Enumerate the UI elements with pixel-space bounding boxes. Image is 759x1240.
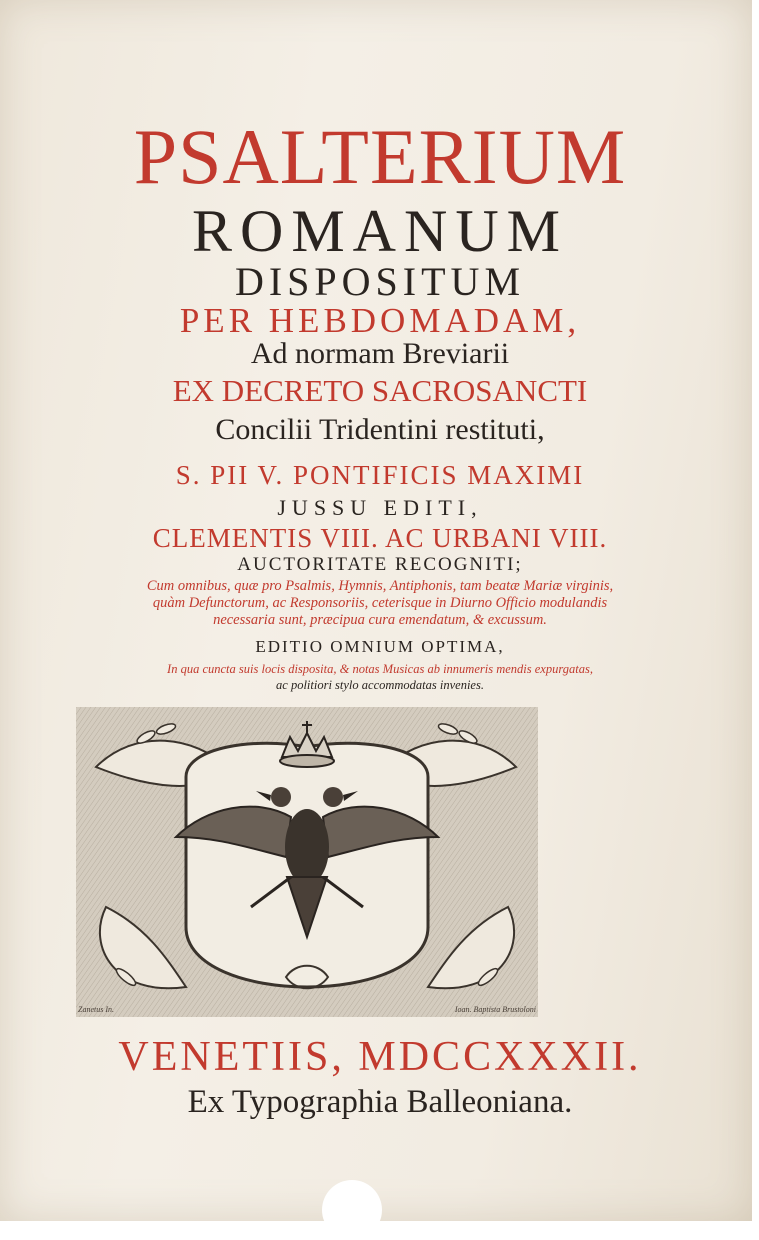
imprint-place-date: VENETIIS, MDCCXXXII. — [118, 1034, 642, 1080]
title-ex-decreto: EX DECRETO SACROSANCTI — [172, 373, 588, 408]
description-line-1: Cum omnibus, quæ pro Psalmis, Hymnis, Antiphonis, tam beatæ Mariæ virginis, — [146, 578, 614, 594]
title-romanum: ROMANUM — [191, 198, 569, 264]
double-headed-eagle-icon — [76, 707, 538, 1017]
title-dispositum: DISPOSITUM — [234, 259, 526, 304]
title-s-pii: S. PII V. PONTIFICIS MAXIMI — [175, 460, 585, 490]
title-clementis: CLEMENTIS VIII. AC URBANI VIII. — [152, 523, 608, 553]
page-notch — [322, 1180, 382, 1240]
title-concilii: Concilii Tridentini restituti, — [215, 413, 545, 446]
title-psalterium: PSALTERIUM — [133, 113, 627, 200]
engraving-signature-left: Zanetus In. — [78, 1005, 114, 1014]
edition-heading: EDITIO OMNIUM OPTIMA, — [255, 637, 505, 656]
description-line-3: necessaria sunt, præcipua cura emendatum, & excussum. — [213, 612, 547, 628]
title-jussu-editi: JUSSU EDITI, — [277, 495, 483, 520]
edition-line-1: In qua cuncta suis locis disposita, & notas Musicas ab innumeris mendis expurgatas, — [167, 662, 593, 676]
imprint-printer: Ex Typographia Balleoniana. — [187, 1084, 573, 1120]
description-line-2: quàm Defunctorum, ac Responsoriis, ceterisque in Diurno Officio modulandis — [152, 595, 608, 611]
edition-line-2: ac politiori stylo accommodatas invenies. — [276, 678, 484, 692]
printers-device-engraving — [76, 707, 538, 1017]
title-auctoritate: AUCTORITATE RECOGNITI; — [237, 554, 523, 575]
title-ad-normam: Ad normam Breviarii — [250, 337, 510, 370]
engraving-signature-right: Ioan. Baptista Brustoloni — [454, 1005, 536, 1014]
title-per-hebdomadam: PER HEBDOMADAM, — [179, 301, 581, 340]
